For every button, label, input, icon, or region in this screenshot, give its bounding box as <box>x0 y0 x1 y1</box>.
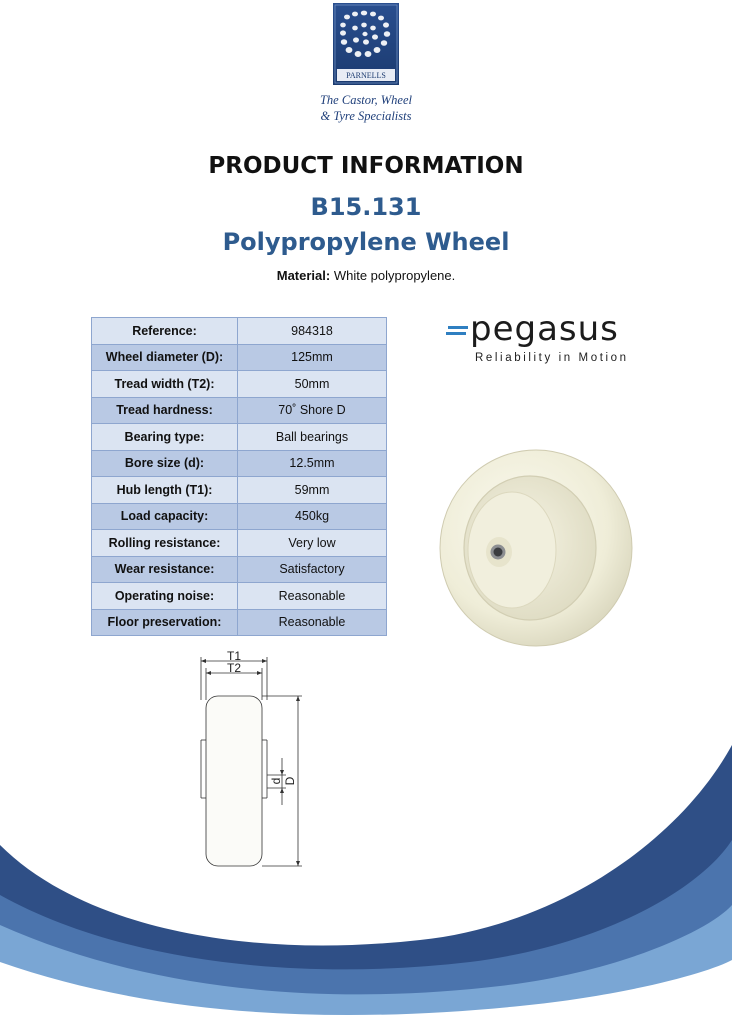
page-heading: PRODUCT INFORMATION <box>208 153 524 179</box>
spec-row <box>92 477 387 504</box>
pegasus-wordmark: pegasus <box>470 309 619 349</box>
spec-value: 125mm <box>238 344 387 371</box>
spec-label: Tread width (T2): <box>92 371 238 398</box>
spec-row <box>92 371 387 398</box>
material-line <box>0 268 732 283</box>
spec-row <box>92 609 387 636</box>
logo-tagline-line1: The Castor, Wheel <box>319 93 412 107</box>
spec-value: Reasonable <box>238 583 387 610</box>
spec-row <box>92 424 387 451</box>
wheel-photo <box>436 444 640 650</box>
spec-label: Load capacity: <box>92 503 238 530</box>
spec-value: 12.5mm <box>238 450 387 477</box>
spec-value: 59mm <box>238 477 387 504</box>
spec-value: 70˚ Shore D <box>238 397 387 424</box>
spec-value: 50mm <box>238 371 387 398</box>
spec-label: Hub length (T1): <box>92 477 238 504</box>
spec-row <box>92 583 387 610</box>
spec-label: Bearing type: <box>92 424 238 451</box>
pegasus-slogan: Reliability in Motion <box>475 352 629 364</box>
product-name: Polypropylene Wheel <box>222 228 510 256</box>
spec-label: Floor preservation: <box>92 609 238 636</box>
spec-label: Wheel diameter (D): <box>92 344 238 371</box>
material-value: White polypropylene. <box>333 268 456 283</box>
spec-label: Wear resistance: <box>92 556 238 583</box>
spec-label: Rolling resistance: <box>92 530 238 557</box>
material-label: Material: <box>276 268 331 283</box>
spec-label: Bore size (d): <box>92 450 238 477</box>
spec-label: Operating noise: <box>92 583 238 610</box>
spec-label: Reference: <box>92 318 238 345</box>
spec-value: 984318 <box>238 318 387 345</box>
svg-text:PARNELLS: PARNELLS <box>346 71 386 80</box>
product-code: B15.131 <box>310 193 422 221</box>
spec-row <box>92 318 387 345</box>
spec-value: Very low <box>238 530 387 557</box>
logo-tagline <box>300 92 432 124</box>
spec-value: Satisfactory <box>238 556 387 583</box>
t2-label: T2 <box>226 661 242 675</box>
spec-row <box>92 344 387 371</box>
t1-label: T1 <box>226 649 242 663</box>
spec-row <box>92 530 387 557</box>
diameter-d-label: D <box>283 776 297 786</box>
spec-value: Ball bearings <box>238 424 387 451</box>
bore-d-label: d <box>269 777 283 785</box>
spec-table <box>91 317 387 636</box>
spec-row <box>92 503 387 530</box>
spec-value: 450kg <box>238 503 387 530</box>
spec-value: Reasonable <box>238 609 387 636</box>
spec-row <box>92 556 387 583</box>
parnells-logo <box>333 3 399 85</box>
spec-row <box>92 397 387 424</box>
spec-label: Tread hardness: <box>92 397 238 424</box>
logo-tagline-line2: & Tyre Specialists <box>320 109 412 123</box>
decorative-swoosh <box>0 700 732 1024</box>
spec-row <box>92 450 387 477</box>
